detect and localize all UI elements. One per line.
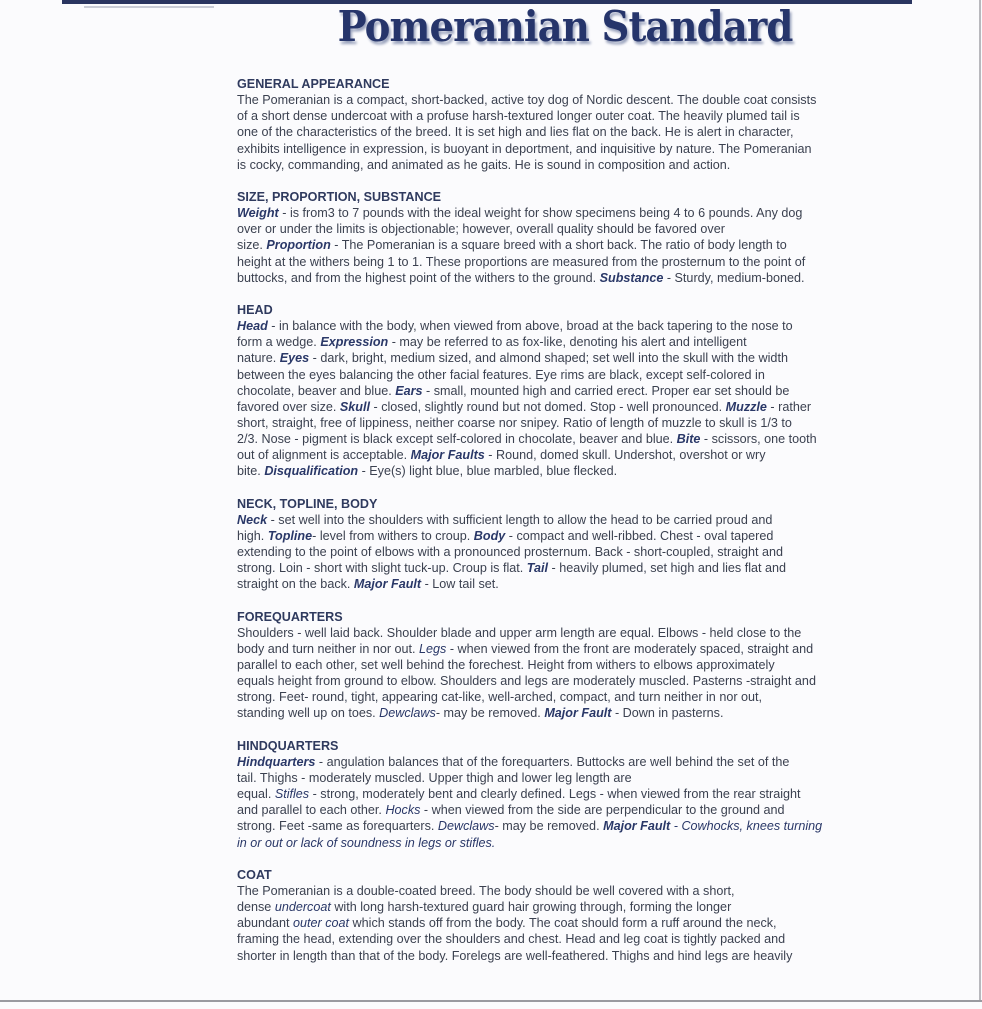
- italic-text: Hocks: [385, 803, 421, 818]
- text: out of alignment is acceptable.: [237, 448, 411, 463]
- term-label: Muzzle: [725, 399, 767, 414]
- text-line: [237, 270, 937, 286]
- text-line: [237, 447, 937, 463]
- term-label: Neck: [237, 512, 268, 527]
- text-line: [237, 948, 937, 964]
- text: - when viewed from the side are perpendicular to the ground and: [420, 803, 785, 818]
- top-border-accent: [84, 6, 214, 8]
- text: tail. Thighs - moderately muscled. Upper thigh and lower leg length are: [237, 770, 632, 785]
- text-line: [237, 237, 937, 253]
- text-line: [237, 625, 937, 641]
- text: size.: [237, 238, 267, 253]
- text-line: [237, 705, 937, 721]
- text: - The Pomeranian is a square breed with a short back. The ratio of body length to: [330, 238, 787, 253]
- section-coat: [237, 867, 937, 964]
- text: - Eye(s) light blue, blue marbled, blue flecked.: [358, 464, 618, 479]
- text: - Sturdy, medium-boned.: [663, 270, 805, 285]
- text: - in balance with the body, when viewed from above, broad at the back tapering to the nose to: [267, 319, 793, 334]
- text-line: [237, 899, 937, 915]
- text: - may be referred to as fox-like, denoting his alert and intelligent: [388, 335, 747, 350]
- text-line: [237, 786, 937, 802]
- text: of a short dense undercoat with a profuse harsh-textured longer outer coat. The heavily plumed tail is: [237, 109, 800, 124]
- text-line: [237, 689, 937, 705]
- section-head: [237, 302, 937, 480]
- term-label: Head: [237, 319, 268, 334]
- text-line: [237, 157, 937, 173]
- text-line: [237, 770, 937, 786]
- text: dense: [237, 900, 275, 915]
- italic-text: in or out or lack of soundness in legs or stifles.: [237, 835, 496, 850]
- text-line: [237, 383, 937, 399]
- text: height at the withers being 1 to 1. These proportions are measured from the prosternum to the point of: [237, 254, 806, 269]
- italic-text: Stifles: [274, 787, 310, 802]
- text: - set well into the shoulders with sufficient length to allow the head to be carried proud and: [267, 512, 773, 527]
- text-line: [237, 124, 937, 140]
- text: equal.: [237, 787, 275, 802]
- text-line: [237, 544, 937, 560]
- text-line: [237, 512, 937, 528]
- term-label: Body: [473, 528, 506, 543]
- page-title: Pomeranian Standard: [337, 2, 793, 51]
- text-line: [237, 641, 937, 657]
- term-label: Expression: [320, 335, 389, 350]
- text: nature.: [237, 351, 280, 366]
- section-heading: HEAD: [237, 302, 273, 317]
- italic-text: - Cowhocks, knees turning: [670, 819, 823, 834]
- text-line: [237, 431, 937, 447]
- text-line: [237, 802, 937, 818]
- term-label: Bite: [676, 432, 701, 447]
- text: - dark, bright, medium sized, and almond shaped; set well into the skull with the width: [309, 351, 788, 366]
- text: - Low tail set.: [421, 577, 499, 592]
- text: strong. Feet -same as forequarters.: [237, 819, 438, 834]
- text-line: [237, 673, 937, 689]
- text: with long harsh-textured guard hair growing through, forming the longer: [330, 900, 732, 915]
- section-general-appearance: [237, 76, 937, 173]
- term-label: Tail: [526, 561, 549, 576]
- text: - strong, moderately bent and clearly defined. Legs - when viewed from the rear straight: [309, 787, 801, 802]
- section-heading: NECK, TOPLINE, BODY: [237, 496, 378, 511]
- text: and parallel to each other.: [237, 803, 386, 818]
- text: The Pomeranian is a double-coated breed. The body should be well covered with a short,: [237, 883, 735, 898]
- text-line: [237, 205, 937, 221]
- text-line: [237, 883, 937, 899]
- section-neck-topline-body: [237, 496, 937, 593]
- term-label: Weight: [237, 206, 279, 221]
- text-line: [237, 334, 937, 350]
- text: The Pomeranian is a compact, short-backed, active toy dog of Nordic descent. The double coat consists: [237, 93, 817, 108]
- term-label: Topline: [267, 528, 313, 543]
- text: - level from withers to croup.: [312, 528, 474, 543]
- text-line: [237, 657, 937, 673]
- text-line: [237, 141, 937, 157]
- italic-text: Dewclaws: [379, 706, 436, 721]
- text: one of the characteristics of the breed. It is set high and lies flat on the back. He is alert in character,: [237, 125, 794, 140]
- section-heading: FOREQUARTERS: [237, 609, 343, 624]
- term-label: Major Faults: [410, 448, 485, 463]
- text-line: [237, 835, 937, 851]
- text: - when viewed from the front are moderately spaced, straight and: [446, 641, 814, 656]
- page-edge-bottom: [0, 1000, 982, 1002]
- text: - angulation balances that of the forequarters. Buttocks are well behind the set of the: [315, 754, 790, 769]
- text: - compact and well-ribbed. Chest - oval tapered: [505, 528, 774, 543]
- text: form a wedge.: [237, 335, 321, 350]
- text-line: [237, 463, 937, 479]
- section-heading: COAT: [237, 867, 272, 882]
- term-label: Major Fault: [603, 819, 671, 834]
- text: - may be removed.: [435, 706, 545, 721]
- section-forequarters: [237, 609, 937, 722]
- text-line: [237, 560, 937, 576]
- text: Shoulders - well laid back. Shoulder blade and upper arm length are equal. Elbows - held close to the: [237, 625, 802, 640]
- text-line: [237, 915, 937, 931]
- text: strong. Feet- round, tight, appearing cat-like, well-arched, compact, and turn neither in nor out,: [237, 690, 763, 705]
- text: - heavily plumed, set high and lies flat and: [548, 561, 787, 576]
- text-line: [237, 415, 937, 431]
- section-size-proportion-substance: [237, 189, 937, 286]
- text: - scissors, one tooth: [700, 432, 817, 447]
- text-line: [237, 399, 937, 415]
- text: extending to the point of elbows with a pronounced prosternum. Back - short-coupled, straight and: [237, 545, 784, 560]
- text: between the eyes balancing the other facial features. Eye rims are black, except self-colored in: [237, 367, 765, 382]
- text: strong. Loin - short with slight tuck-up. Croup is flat.: [237, 561, 527, 576]
- term-label: Eyes: [279, 351, 310, 366]
- section-heading: HINDQUARTERS: [237, 738, 339, 753]
- italic-text: Legs: [419, 641, 447, 656]
- text: 2/3. Nose - pigment is black except self-colored in chocolate, beaver and blue.: [237, 432, 677, 447]
- text-line: [237, 528, 937, 544]
- text: parallel to each other, set well behind the forechest. Height from withers to elbows approximately: [237, 658, 775, 672]
- text: buttocks, and from the highest point of the withers to the ground.: [237, 270, 600, 285]
- text-line: [237, 350, 937, 366]
- text: - closed, slightly round but not domed. Stop - well pronounced.: [370, 399, 726, 414]
- text: bite.: [237, 464, 265, 479]
- section-hindquarters: [237, 738, 937, 851]
- text-line: [237, 318, 937, 334]
- section-heading: GENERAL APPEARANCE: [237, 77, 390, 91]
- text-line: [237, 367, 937, 383]
- text-line: [237, 254, 937, 270]
- text: exhibits intelligence in expression, is buoyant in deportment, and inquisitive by nature. The Pomeranian: [237, 141, 812, 156]
- text: - may be removed.: [494, 819, 604, 834]
- text-line: [237, 221, 937, 237]
- text: straight on the back.: [237, 577, 354, 592]
- term-label: Skull: [339, 399, 371, 414]
- text: which stands off from the body. The coat should form a ruff around the neck,: [349, 916, 777, 931]
- text: equals height from ground to elbow. Shoulders and legs are moderately muscled. Pasterns -straight and: [237, 674, 816, 689]
- italic-text: undercoat: [274, 900, 331, 915]
- section-heading: SIZE, PROPORTION, SUBSTANCE: [237, 189, 442, 204]
- term-label: Disqualification: [264, 464, 359, 479]
- text: - Round, domed skull. Undershot, overshot or wry: [484, 448, 766, 463]
- text: body and turn neither in nor out.: [237, 641, 420, 656]
- page-edge-right: [979, 0, 981, 1002]
- text-line: [237, 108, 937, 124]
- text-line: [237, 92, 937, 108]
- text: favored over size.: [237, 399, 340, 414]
- text: - small, mounted high and carried erect. Proper ear set should be: [422, 383, 790, 398]
- standard-content: [237, 76, 937, 980]
- text: abundant: [237, 916, 294, 931]
- text: shorter in length than that of the body. Forelegs are well-feathered. Thighs and hind legs are heavily: [237, 948, 793, 963]
- italic-text: Dewclaws: [437, 819, 495, 834]
- text: over or under the limits is objectionable; however, overall quality should be favored over: [237, 222, 725, 237]
- term-label: Proportion: [266, 238, 331, 253]
- text: - Down in pasterns.: [611, 706, 724, 721]
- term-label: Major Fault: [544, 706, 612, 721]
- text-line: [237, 754, 937, 770]
- text-line: [237, 931, 937, 947]
- text: chocolate, beaver and blue.: [237, 383, 396, 398]
- term-label: Major Fault: [353, 577, 422, 592]
- text: - is from3 to 7 pounds with the ideal weight for show specimens being 4 to 6 pounds. Any dog: [278, 206, 803, 221]
- term-label: Hindquarters: [237, 754, 316, 769]
- italic-text: outer coat: [293, 916, 350, 931]
- text: framing the head, extending over the shoulders and chest. Head and leg coat is tightly packed and: [237, 932, 786, 947]
- term-label: Ears: [395, 383, 423, 398]
- text-line: [237, 818, 937, 834]
- text: - rather: [766, 399, 812, 414]
- term-label: Substance: [599, 270, 664, 285]
- text: is cocky, commanding, and animated as he gaits. He is sound in composition and action.: [237, 157, 731, 172]
- text: short, straight, free of lippiness, neither coarse nor snipey. Ratio of length of muzzle to skull is 1/3 to: [237, 415, 792, 430]
- text: high.: [237, 528, 268, 543]
- text-line: [237, 576, 937, 592]
- text: standing well up on toes.: [237, 706, 380, 721]
